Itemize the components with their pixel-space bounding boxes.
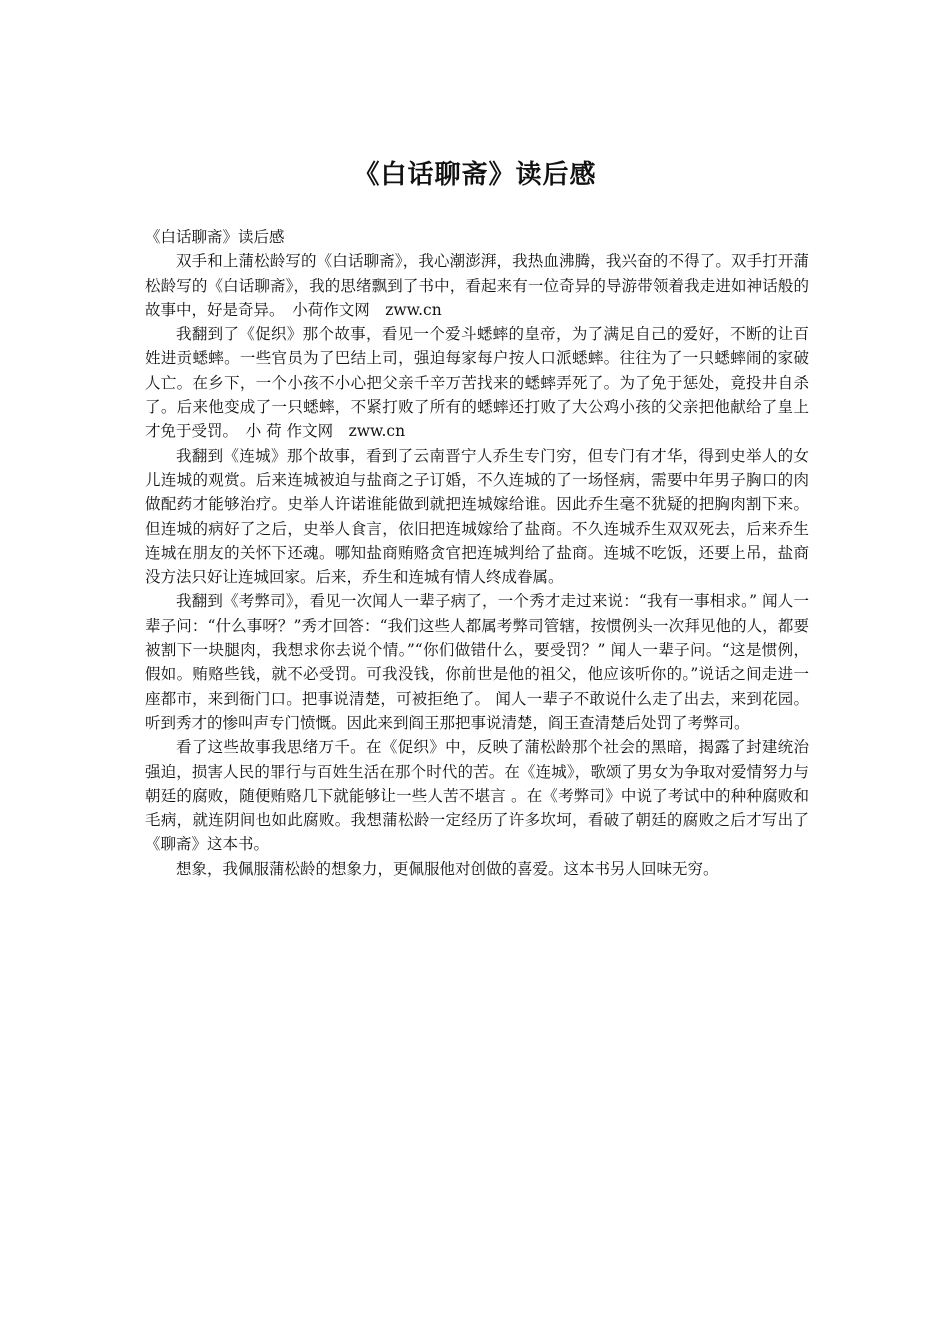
paragraph-6: 想象，我佩服蒲松龄的想象力，更佩服他对创做的喜爱。这本书另人回味无穷。: [176, 859, 719, 878]
paragraph-1: 双手和上蒲松龄写的《白话聊斋》，我心潮澎湃，我热血沸腾，我兴奋的不得了。双手打开蒲松龄写的《白话聊斋》，我的思绪飘到了书中，看起来有一位奇异的导游带领着我走进如神话般的故事中，好是奇异。 小荷作文网 zww.cn: [145, 252, 809, 319]
document-title: 《白话聊斋》读后感: [353, 160, 597, 190]
paragraph-5: 看了这些故事我思绪万千。在《促织》中，反映了蒲松龄那个社会的黑暗，揭露了封建统治强迫，损害人民的罪行与百姓生活在那个时代的苦。在《连城》，歌颂了男女为争取对爱情努力与朝廷的腐败，随便贿赂几下就能够让一些人苦不堪言 。在《考弊司》中说了考试中的种种腐败和毛病，就连阴间也如此腐败。我想蒲松龄一定经历了许多坎坷，看破了朝廷的腐败之后才写出了《聊斋》这本书。: [145, 738, 809, 854]
paragraph-4: 我翻到《考弊司》，看见一次闻人一辈子病了，一个秀才走过来说：“我有一事相求。” 闻人一辈子问：“什么事呀？”秀才回答：“我们这些人都属考弊司管辖，按惯例头一次拜见他的人，都要被割下一块腿肉，我想求你去说个情。”“你们做错什么，要受罚？” 闻人一辈子问。“这是惯例，假如。贿赂些钱，就不必受罚。可我没钱，你前世是他的祖父，他应该听你的。”说话之间走进一座都市，来到衙门口。把事说清楚，可被拒绝了。 闻人一辈子不敢说什么走了出去，来到花园。听到秀才的惨叫声专门愤慨。因此来到阎王那把事说清楚，阎王查清楚后处罚了考弊司。: [145, 592, 809, 732]
document-body: [145, 225, 809, 881]
paragraph-3: 我翻到《连城》那个故事，看到了云南晋宁人乔生专门穷，但专门有才华，得到史举人的女儿连城的观赏。后来连城被迫与盐商之子订婚，不久连城的了一场怪病，需要中年男子胸口的肉做配药才能够治疗。史举人许诺谁能做到就把连城嫁给谁。因此乔生毫不犹疑的把胸肉割下来。但连城的病好了之后，史举人食言，依旧把连城嫁给了盐商。不久连城乔生双双死去，后来乔生连城在朋友的关怀下还魂。哪知盐商贿赂贪官把连城判给了盐商。连城不吃饭，还要上吊，盐商没方法只好让连城回家。后来，乔生和连城有情人终成眷属。: [145, 446, 809, 587]
document-subtitle: 《白话聊斋》读后感: [145, 228, 285, 246]
paragraph-2: 我翻到了《促织》那个故事，看见一个爱斗蟋蟀的皇帝，为了满足自己的爱好，不断的让百姓进贡蟋蟀。一些官员为了巴结上司，强迫每家每户按人口派蟋蟀。往往为了一只蟋蟀闹的家破人亡。在乡下，一个小孩不小心把父亲千辛万苦找来的蟋蟀弄死了。为了免于惩处，竟投井自杀了。后来他变成了一只蟋蟀，不紧打败了所有的蟋蟀还打败了大公鸡小孩的父亲把他献给了皇上才免于受罚。 小 荷 作文网 zww.cn: [145, 325, 809, 441]
